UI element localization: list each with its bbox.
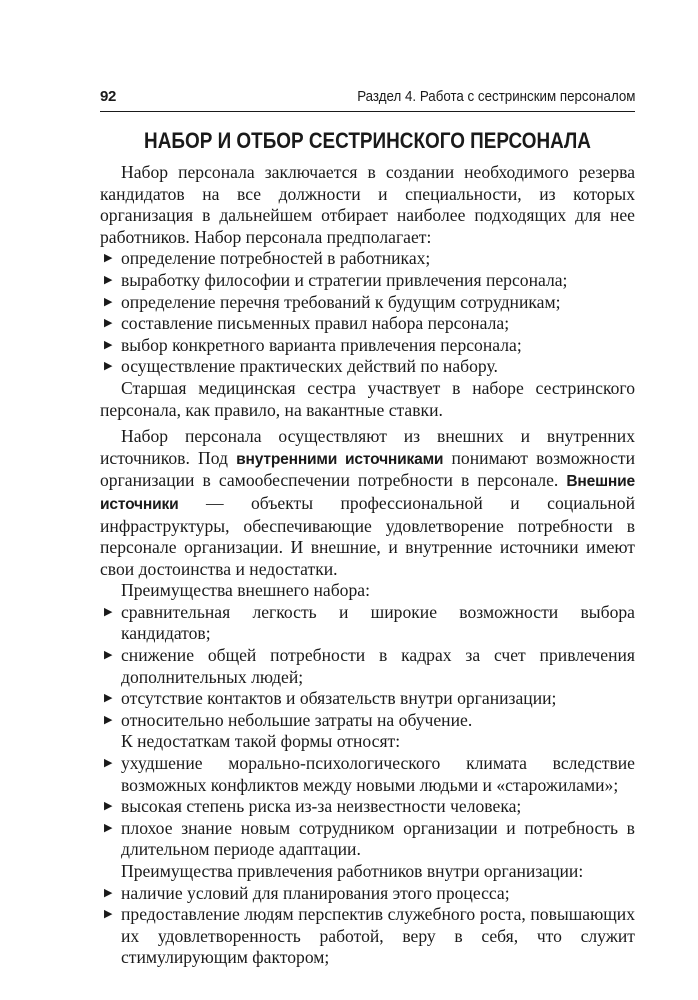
bullet-list-external-advantages [100,602,635,732]
header-rule [100,111,635,112]
list-item [100,883,635,905]
head-nurse-paragraph: Старшая медицинская сестра участвует в наборе сестринского персонала, как правило, на вакантные ставки. [100,377,635,420]
list-item-text: высокая степень риска из-за неизвестности человека; [121,796,522,817]
external-sources-term: Внешние источники [100,473,635,513]
bullet-triangle-icon: ▶ [104,605,113,618]
list-item [100,602,635,645]
list-item-text: осуществление практических действий по набору. [121,356,498,377]
list-item [100,270,635,292]
internal-advantages-heading: Преимущества привлечения работников внутри организации: [121,861,584,881]
sources-paragraph [100,426,635,580]
list-item-text: сравнительная легкость и широкие возможности выбора кандидатов; [121,601,635,644]
list-item [100,818,635,861]
external-advantages-heading: Преимущества внешнего набора: [121,580,370,601]
list-item-text: плохое знание новым сотрудником организации и потребность в длительном периоде адаптации. [121,817,635,860]
list-item-text: определение перечня требований к будущим сотрудникам; [121,291,561,312]
sources-text-1: Набор персонала осуществляют из внешних и внутренних источников. Под [100,426,635,468]
list-item [100,710,635,732]
list-item [100,796,635,818]
page-number: 92 [100,88,117,105]
list-item [100,292,635,314]
bullet-triangle-icon: ▶ [104,338,113,351]
bullet-triangle-icon: ▶ [104,252,113,265]
list-item-text: снижение общей потребности в кадрах за счет привлечения дополнительных людей; [121,645,635,687]
list-item [100,356,635,378]
bullet-triangle-icon: ▶ [104,757,113,770]
internal-sources-term: внутренними источниками [236,450,444,468]
list-item-text: предоставление людям перспектив служебного роста, повышающих их удовлетворенность работой, веру в себя, что служит стимулирующим фактором; [121,904,635,968]
bullet-triangle-icon: ▶ [104,821,113,834]
bullet-triangle-icon: ▶ [104,800,113,813]
list-item [100,753,635,796]
running-title: Раздел 4. Работа с сестринским персоналом [356,89,635,105]
bullet-triangle-icon: ▶ [104,360,113,373]
page-header [100,87,635,111]
list-item-text: ухудшение морально-психологического климата вследствие возможных конфликтов между новыми людьми и «старожилами»; [121,753,635,795]
list-item-text: наличие условий для планирования этого процесса; [121,882,510,903]
drawbacks-heading: К недостаткам такой формы относят: [121,731,401,752]
list-item-text: определение потребностей в работниках; [121,248,431,269]
list-item [100,688,635,710]
body-text [100,162,635,969]
section-title: НАБОР И ОТБОР СЕСТРИНСКОГО ПЕРСОНАЛА [144,128,591,153]
list-item [100,645,635,688]
intro-paragraph: Набор персонала заключается в создании необходимого резерва кандидатов на все должности и специальности, из которых организация в дальнейшем отбирает наиболее подходящих для нее работников. Набор персонала предполагает: [100,162,635,247]
bullet-triangle-icon: ▶ [104,295,113,308]
bullet-triangle-icon: ▶ [104,692,113,705]
bullet-triangle-icon: ▶ [104,908,113,921]
bullet-triangle-icon: ▶ [104,886,113,899]
list-item-text: выработку философии и стратегии привлечения персонала; [121,269,568,290]
list-item-text: составление письменных правил набора персонала; [121,313,510,334]
list-item [100,335,635,357]
bullet-triangle-icon: ▶ [104,273,113,286]
bullet-list-internal-advantages [100,883,635,969]
list-item [100,904,635,969]
list-item [100,248,635,270]
list-item-text: отсутствие контактов и обязательств внутри организации; [121,688,557,709]
bullet-list-recruitment-steps [100,248,635,378]
list-item [100,313,635,335]
list-item-text: выбор конкретного варианта привлечения персонала; [121,334,522,355]
list-item-text: относительно небольшие затраты на обучение. [121,709,473,730]
sources-text-3: — объекты профессиональной и социальной инфраструктуры, обеспечивающие удовлетворение потребности в персонале организации. И внешние, и внутренние источники имеют свои достоинства и недостатки. [100,492,635,579]
bullet-triangle-icon: ▶ [104,713,113,726]
sources-text-2: понимают возможности организации в самообеспечении потребности в персонале. [100,447,635,491]
bullet-triangle-icon: ▶ [104,317,113,330]
bullet-list-drawbacks [100,753,635,861]
bullet-triangle-icon: ▶ [104,649,113,662]
